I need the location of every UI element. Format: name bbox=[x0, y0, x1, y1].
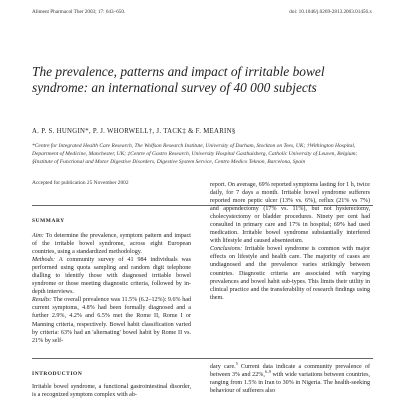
reference-superscript: 5 bbox=[235, 360, 238, 366]
intro-text-mid: Current data indicate a community prevalence of between 3% and 22%, bbox=[210, 364, 370, 379]
article-title: The prevalence, patterns and impact of irritable bowel syndrome: an international survey of 40 000 subjects bbox=[32, 64, 325, 95]
author-list: A. P. S. HUNGIN*, P. J. WHORWELL†, J. TACK‡ & F. MEARIN§ bbox=[32, 128, 236, 135]
reference-superscript: 6–9 bbox=[264, 369, 271, 375]
summary-right-column bbox=[210, 181, 370, 302]
conclusions-text: Irritable bowel syndrome is common with major effects on lifestyle and health care. The majority of cases are undiagnosed and the prevalence varies strikingly between countries. Diagnostic criteria are associated with varying prevalences and bowel habit sub-types. This limits their utility in clinical practice and the transferability of research findings using them. bbox=[210, 246, 370, 301]
summary-methods bbox=[32, 256, 191, 296]
introduction-left-column: Irritable bowel syndrome, a functional gastrointestinal disorder, is a recognized symptom complex with ab- bbox=[32, 384, 191, 399]
summary-aim bbox=[32, 232, 191, 256]
divider bbox=[32, 358, 373, 359]
aim-text: To determine the prevalence, symptom pattern and impact of the irritable bowel syndrome, across eight European countries, using a standardized methodology. bbox=[32, 233, 191, 256]
summary-results bbox=[32, 296, 191, 344]
journal-citation: Aliment Pharmacol Ther 2003; 17: 643–650. bbox=[32, 9, 126, 15]
accepted-date: Accepted for publication 25 November 2002 bbox=[32, 180, 129, 186]
summary-results-continued: report. On average, 69% reported symptoms lasting for 1 h, twice daily, for 7 days a month. Irritable bowel syndrome sufferers reported more peptic ulcer (13% vs. 6%), reflux (21% vs 7%) and appendectomy (17% vs. 11%), but not hysterectomy, cholecystectomy or bladder procedures. Ninety per cent had consulted in primary care and 17% in hospital; 69% had used medication. Irritable bowel syndrome substantially interfered with lifestyle and caused absenteeism. bbox=[210, 182, 370, 245]
doi: doi: 10.1046/j.0269-2813.2003.01456.x bbox=[289, 9, 372, 15]
conclusions-label: Conclusions: bbox=[210, 246, 243, 253]
introduction-heading: INTRODUCTION bbox=[32, 371, 83, 377]
aim-label: Aim: bbox=[32, 233, 44, 239]
results-text: The overall prevalence was 11.5% (6.2–12%): 9.6% had current symptoms, 4.8% had been formally diagnosed and a further 2.9%, 4.2% and 6.5% met the Rome II, Rome I or Manning criteria, respectively. Bowel habit classification varied by criteria: 63% had an 'alternating' bowel habit by Rome II vs. 21% by self- bbox=[32, 297, 191, 344]
affiliations: *Centre for Integrated Health Care Research, The Wolfson Research Institute, University of Durham, Stockton on Tees, UK; †Withington Hospital, Department of Medicine, Manchester, UK; ‡Centre of Gastro Research, University Hospital Gasthuisberg, Catholic University of Leuven, Belgium; §Institute of Functional and Motor Digestive Disorders, Digestive System Service, Centro Medico Teknon, Barcelona, Spain bbox=[32, 143, 358, 166]
introduction-right-column bbox=[210, 360, 370, 395]
methods-label: Methods: bbox=[32, 257, 56, 264]
methods-text: A community survey of 41 984 individuals was performed using quota sampling and random digit telephone dialling to identify those with diagnosed irritable bowel syndrome or those meeting diagnostic criteria, followed by in-depth interviews. bbox=[32, 257, 191, 296]
summary-conclusions bbox=[210, 245, 370, 301]
intro-text-pre: dary care. bbox=[210, 364, 236, 370]
summary-heading: SUMMARY bbox=[32, 218, 65, 224]
intro-text-post: with wide variations between countries, ranging from 1.5% in Iran to 30% in Nigeria. The health-seeking behaviour of sufferers also bbox=[210, 372, 370, 395]
results-label: Results: bbox=[32, 297, 52, 304]
summary-left-column bbox=[32, 232, 191, 345]
